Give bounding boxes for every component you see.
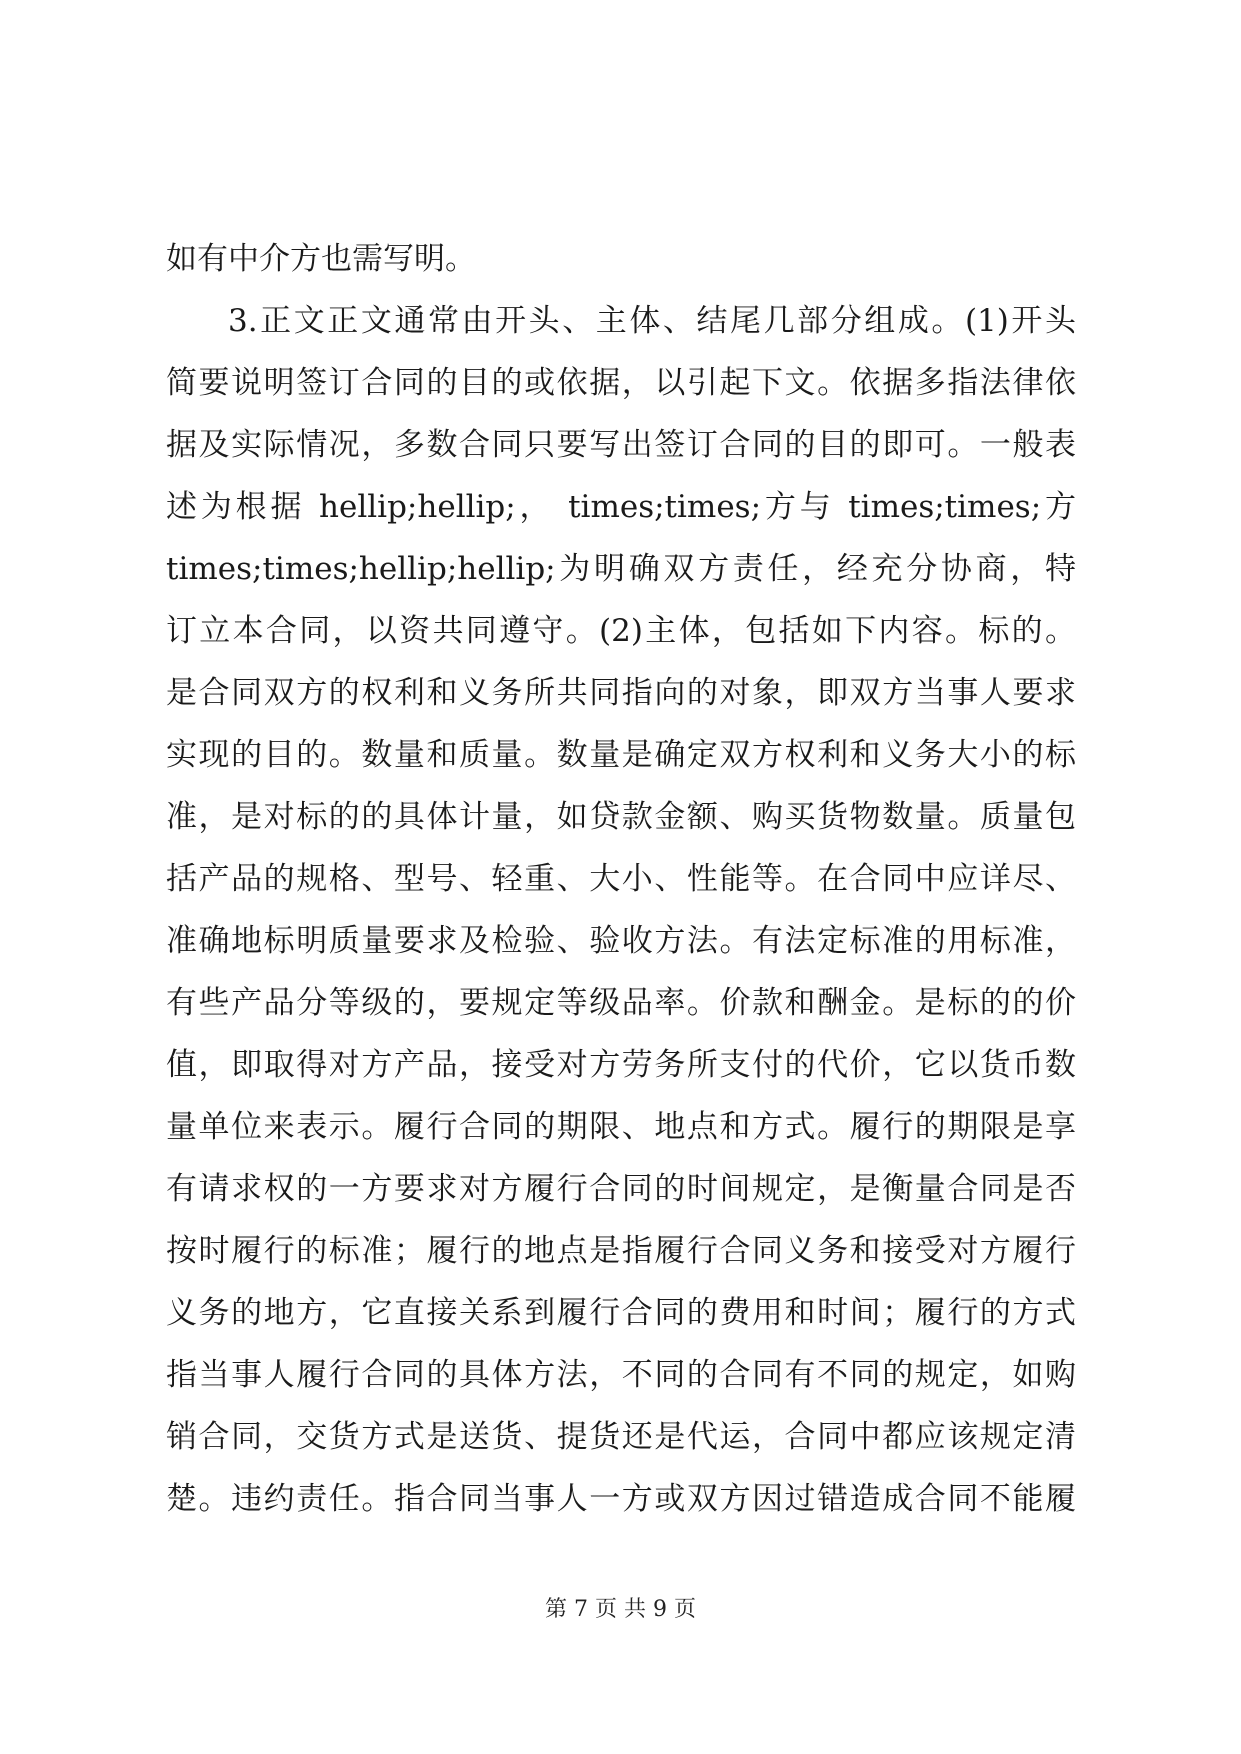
text-line: 如有中介方也需写明。 bbox=[166, 241, 476, 277]
text-line: times;times;hellip;hellip;为明确双方责任，经充分协商，特 bbox=[166, 551, 1076, 587]
text-line: 订立本合同，以资共同遵守。(2)主体，包括如下内容。标的。 bbox=[166, 613, 1076, 649]
body-text bbox=[166, 228, 1076, 1530]
text-line: 销合同，交货方式是送货、提货还是代运，合同中都应该规定清 bbox=[166, 1419, 1076, 1455]
text-line: 值，即取得对方产品，接受对方劳务所支付的代价，它以货币数 bbox=[166, 1047, 1076, 1083]
text-line: 准确地标明质量要求及检验、验收方法。有法定标准的用标准， bbox=[166, 923, 1076, 959]
text-line: 据及实际情况，多数合同只要写出签订合同的目的即可。一般表 bbox=[166, 427, 1076, 463]
text-line: 量单位来表示。履行合同的期限、地点和方式。履行的期限是享 bbox=[166, 1109, 1076, 1145]
text-line: 是合同双方的权利和义务所共同指向的对象，即双方当事人要求 bbox=[166, 675, 1076, 711]
text-line: 楚。违约责任。指合同当事人一方或双方因过错造成合同不能履 bbox=[166, 1481, 1076, 1517]
text-line: 括产品的规格、型号、轻重、大小、性能等。在合同中应详尽、 bbox=[166, 861, 1076, 897]
text-line: 简要说明签订合同的目的或依据，以引起下文。依据多指法律依 bbox=[166, 365, 1076, 401]
page-number-footer: 第 7 页 共 9 页 bbox=[545, 1597, 696, 1622]
text-line: 述为根据 hellip;hellip;， times;times;方与 times;times;方 bbox=[166, 489, 1076, 525]
text-line: 指当事人履行合同的具体方法，不同的合同有不同的规定，如购 bbox=[166, 1357, 1076, 1393]
text-line: 实现的目的。数量和质量。数量是确定双方权利和义务大小的标 bbox=[166, 737, 1076, 773]
text-line: 3.正文正文通常由开头、主体、结尾几部分组成。(1)开头 bbox=[228, 303, 1076, 339]
text-line: 有请求权的一方要求对方履行合同的时间规定，是衡量合同是否 bbox=[166, 1171, 1076, 1207]
text-line: 准，是对标的的具体计量，如贷款金额、购买货物数量。质量包 bbox=[166, 799, 1076, 835]
text-line: 有些产品分等级的，要规定等级品率。价款和酬金。是标的的价 bbox=[166, 985, 1076, 1021]
text-line: 义务的地方，它直接关系到履行合同的费用和时间；履行的方式 bbox=[166, 1295, 1076, 1331]
text-line: 按时履行的标准；履行的地点是指履行合同义务和接受对方履行 bbox=[166, 1233, 1076, 1269]
